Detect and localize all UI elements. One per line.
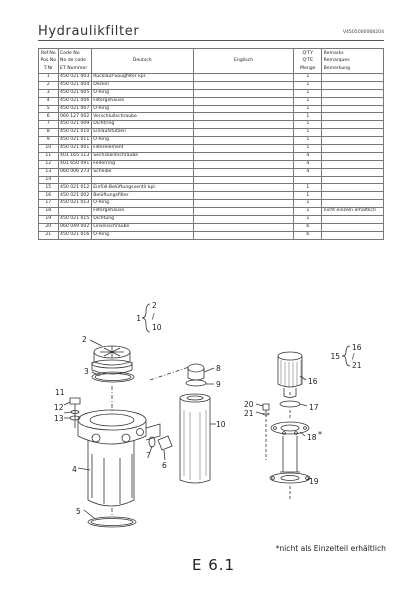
code-cell xyxy=(58,176,91,184)
qty-cell: 1 xyxy=(294,113,322,121)
pos-cell: 11 xyxy=(39,152,59,160)
englisch-cell xyxy=(193,129,294,137)
qty-cell: 1 xyxy=(294,200,322,208)
deutsch-cell: O-Ring xyxy=(91,89,193,97)
code-cell: 450 021 003 xyxy=(58,74,91,82)
englisch-cell xyxy=(193,192,294,200)
table-row xyxy=(39,97,384,105)
table-row xyxy=(39,160,384,168)
deutsch-cell: Deckel xyxy=(91,81,193,89)
deutsch-cell xyxy=(91,176,193,184)
page-identifier: E 6.1 xyxy=(192,556,236,574)
remarks-cell xyxy=(322,113,384,121)
qty-cell: 6 xyxy=(294,223,322,231)
remarks-cell xyxy=(322,129,384,137)
englisch-cell xyxy=(193,145,294,153)
callout-9: 9 xyxy=(216,380,221,389)
code-cell: 450 021 013 xyxy=(58,200,91,208)
code-cell: 450 021 012 xyxy=(58,184,91,192)
remarks-cell xyxy=(322,160,384,168)
pos-cell: 1 xyxy=(39,74,59,82)
pos-cell: 17 xyxy=(39,200,59,208)
table-row xyxy=(39,231,384,239)
pos-cell: 6 xyxy=(39,113,59,121)
qty-cell: 1 xyxy=(294,184,322,192)
callout-11: 11 xyxy=(55,388,65,397)
callout-assembly-15: 15 xyxy=(330,352,340,361)
pos-cell: 20 xyxy=(39,223,59,231)
deutsch-cell: Einlaufstutzen xyxy=(91,129,193,137)
callout-4: 4 xyxy=(72,465,77,474)
deutsch-cell: Filtergehäuse xyxy=(91,208,193,216)
callout-2: 2 xyxy=(82,335,87,344)
qty-cell: 1 xyxy=(294,81,322,89)
callout-16: 16 xyxy=(308,377,318,386)
table-row xyxy=(39,223,384,231)
remarks-cell xyxy=(322,184,384,192)
pos-cell: 18 xyxy=(39,208,59,216)
deutsch-cell: Belüftungsfilter xyxy=(91,192,193,200)
table-row xyxy=(39,105,384,113)
deutsch-cell: O-Ring xyxy=(91,105,193,113)
callout-18: 18 xyxy=(307,433,317,442)
deutsch-cell: Sechskantschraube xyxy=(91,152,193,160)
englisch-cell xyxy=(193,97,294,105)
pos-cell: 15 xyxy=(39,184,59,192)
table-row xyxy=(39,216,384,224)
parts-table xyxy=(38,48,384,240)
qty-cell: 1 xyxy=(294,216,322,224)
remarks-cell xyxy=(322,176,384,184)
remarks-cell xyxy=(322,121,384,129)
code-cell: 060 127 002 xyxy=(58,113,91,121)
englisch-cell xyxy=(193,200,294,208)
header-code: Code No No de code ET Nummer xyxy=(58,49,91,74)
remarks-cell xyxy=(322,137,384,145)
code-cell: 450 021 015 xyxy=(58,216,91,224)
qty-cell: 1 xyxy=(294,97,322,105)
pos-cell: 2 xyxy=(39,81,59,89)
pos-cell: 12 xyxy=(39,160,59,168)
code-cell: 450 021 011 xyxy=(58,137,91,145)
callout-19: 19 xyxy=(309,477,319,486)
callout-5: 5 xyxy=(76,507,81,516)
qty-cell: 4 xyxy=(294,160,322,168)
englisch-cell xyxy=(193,113,294,121)
page-title: Hydraulikfilter xyxy=(38,24,140,39)
remarks-cell xyxy=(322,81,384,89)
englisch-cell xyxy=(193,208,294,216)
callout-12: 12 xyxy=(54,403,64,412)
remarks-cell xyxy=(322,223,384,231)
table-row xyxy=(39,200,384,208)
callout-6: 6 xyxy=(162,461,167,470)
table-row xyxy=(39,184,384,192)
qty-cell: 1 xyxy=(294,105,322,113)
englisch-cell xyxy=(193,223,294,231)
table-row xyxy=(39,176,384,184)
qty-cell: 1 xyxy=(294,137,322,145)
englisch-cell xyxy=(193,152,294,160)
callout-13: 13 xyxy=(54,414,64,423)
table-row xyxy=(39,81,384,89)
table-row xyxy=(39,121,384,129)
deutsch-cell: Einfüll-Belüftungsventil kpl. xyxy=(91,184,193,192)
pos-cell: 7 xyxy=(39,121,59,129)
header-englisch: Englisch xyxy=(193,49,294,74)
deutsch-cell: O-Ring xyxy=(91,231,193,239)
pos-cell: 19 xyxy=(39,216,59,224)
englisch-cell xyxy=(193,216,294,224)
deutsch-cell: Filtergehäuse xyxy=(91,97,193,105)
code-cell: 450 021 004 xyxy=(58,81,91,89)
callout-assembly-15-mid: / xyxy=(352,352,355,361)
table-row xyxy=(39,192,384,200)
pos-cell: 16 xyxy=(39,192,59,200)
callout-assembly-1-top: 2 xyxy=(152,301,157,310)
remarks-cell xyxy=(322,200,384,208)
table-row xyxy=(39,74,384,82)
qty-cell: 4 xyxy=(294,168,322,176)
pos-cell: 13 xyxy=(39,168,59,176)
englisch-cell xyxy=(193,121,294,129)
deutsch-cell: Scheibe xyxy=(91,168,193,176)
table-row xyxy=(39,129,384,137)
code-cell: 450 021 007 xyxy=(58,105,91,113)
remarks-cell xyxy=(322,145,384,153)
pos-cell: 5 xyxy=(39,105,59,113)
pos-cell: 3 xyxy=(39,89,59,97)
code-cell: 450 021 006 xyxy=(58,97,91,105)
remarks-cell xyxy=(322,216,384,224)
qty-cell: 1 xyxy=(294,192,322,200)
deutsch-cell: Verschlußschraube xyxy=(91,113,193,121)
englisch-cell xyxy=(193,231,294,239)
qty-cell xyxy=(294,176,322,184)
englisch-cell xyxy=(193,74,294,82)
code-cell: 060 049 002 xyxy=(58,223,91,231)
qty-cell: 1 xyxy=(294,145,322,153)
remarks-cell: nicht einzeln erhältlich xyxy=(322,208,384,216)
deutsch-cell: Linsenschraube xyxy=(91,223,193,231)
callout-20: 20 xyxy=(244,400,254,409)
qty-cell: 1 xyxy=(294,74,322,82)
qty-cell: 1 xyxy=(294,129,322,137)
code-cell: 401 650 091 xyxy=(58,160,91,168)
table-row xyxy=(39,208,384,216)
table-row xyxy=(39,145,384,153)
remarks-cell xyxy=(322,152,384,160)
englisch-cell xyxy=(193,105,294,113)
deutsch-cell: Dichtring xyxy=(91,121,193,129)
footnote xyxy=(276,544,386,553)
header-deutsch: Deutsch xyxy=(91,49,193,74)
exploded-view-drawing xyxy=(0,290,416,540)
pos-cell: 4 xyxy=(39,97,59,105)
table-row xyxy=(39,89,384,97)
code-cell: 060 006 273 xyxy=(58,168,91,176)
pos-cell: 10 xyxy=(39,145,59,153)
englisch-cell xyxy=(193,137,294,145)
callout-assembly-1-bottom: 10 xyxy=(152,323,162,332)
breather-filter xyxy=(278,356,302,387)
code-cell: 450 021 005 xyxy=(58,89,91,97)
pos-cell: 9 xyxy=(39,137,59,145)
deutsch-cell: O-Ring xyxy=(91,200,193,208)
code-cell xyxy=(58,208,91,216)
callout-assembly-1: 1 xyxy=(136,314,141,323)
remarks-cell xyxy=(322,231,384,239)
pos-cell: 8 xyxy=(39,129,59,137)
remarks-cell xyxy=(322,74,384,82)
qty-cell: 1 xyxy=(294,208,322,216)
callout-8: 8 xyxy=(216,364,221,373)
deutsch-cell: Rücklauf-Saugfilter kpl. xyxy=(91,74,193,82)
englisch-cell xyxy=(193,160,294,168)
remarks-cell xyxy=(322,192,384,200)
qty-cell: 6 xyxy=(294,231,322,239)
remarks-cell xyxy=(322,105,384,113)
pos-cell: 14 xyxy=(39,176,59,184)
callout-10: 10 xyxy=(216,420,226,429)
callout-21: 21 xyxy=(244,409,254,418)
qty-cell: 1 xyxy=(294,121,322,129)
code-cell: 450 021 016 xyxy=(58,231,91,239)
deutsch-cell: Dichtung xyxy=(91,216,193,224)
callout-assembly-1-mid: / xyxy=(152,312,155,321)
deutsch-cell: O-Ring xyxy=(91,137,193,145)
callout-assembly-15-top: 16 xyxy=(352,343,362,352)
filter-element xyxy=(180,398,210,483)
table-row xyxy=(39,113,384,121)
table-row xyxy=(39,168,384,176)
remarks-cell xyxy=(322,168,384,176)
englisch-cell xyxy=(193,168,294,176)
deutsch-cell: Federring xyxy=(91,160,193,168)
englisch-cell xyxy=(193,81,294,89)
footnote-text: nicht als Einzelteil erhältlich xyxy=(279,544,386,553)
remarks-cell xyxy=(322,97,384,105)
code-cell: 450 021 002 xyxy=(58,192,91,200)
code-cell: 450 021 010 xyxy=(58,129,91,137)
code-cell: 450 021 001 xyxy=(58,145,91,153)
title-rule xyxy=(38,40,384,41)
header-pos: Ref.No Pos.No T.Nr xyxy=(39,49,59,74)
pos-cell: 21 xyxy=(39,231,59,239)
header-remarks: Remarks Remarques Bemerkung xyxy=(322,49,384,74)
code-cell: 401 165 113 xyxy=(58,152,91,160)
callout-17: 17 xyxy=(309,403,319,412)
callout-assembly-15-bottom: 21 xyxy=(352,361,362,370)
document-number: V4505000068204 xyxy=(342,30,384,35)
callout-3: 3 xyxy=(84,367,89,376)
callout-18-asterisk: * xyxy=(318,430,322,439)
header-qty: Q'TY Q'TE Menge xyxy=(294,49,322,74)
englisch-cell xyxy=(193,176,294,184)
qty-cell: 4 xyxy=(294,152,322,160)
callout-7: 7 xyxy=(146,451,151,460)
table-row xyxy=(39,137,384,145)
englisch-cell xyxy=(193,89,294,97)
deutsch-cell: Filterelement xyxy=(91,145,193,153)
table-row xyxy=(39,152,384,160)
code-cell: 450 021 009 xyxy=(58,121,91,129)
qty-cell: 1 xyxy=(294,89,322,97)
footnote-asterisk: * xyxy=(275,544,280,553)
englisch-cell xyxy=(193,184,294,192)
remarks-cell xyxy=(322,89,384,97)
